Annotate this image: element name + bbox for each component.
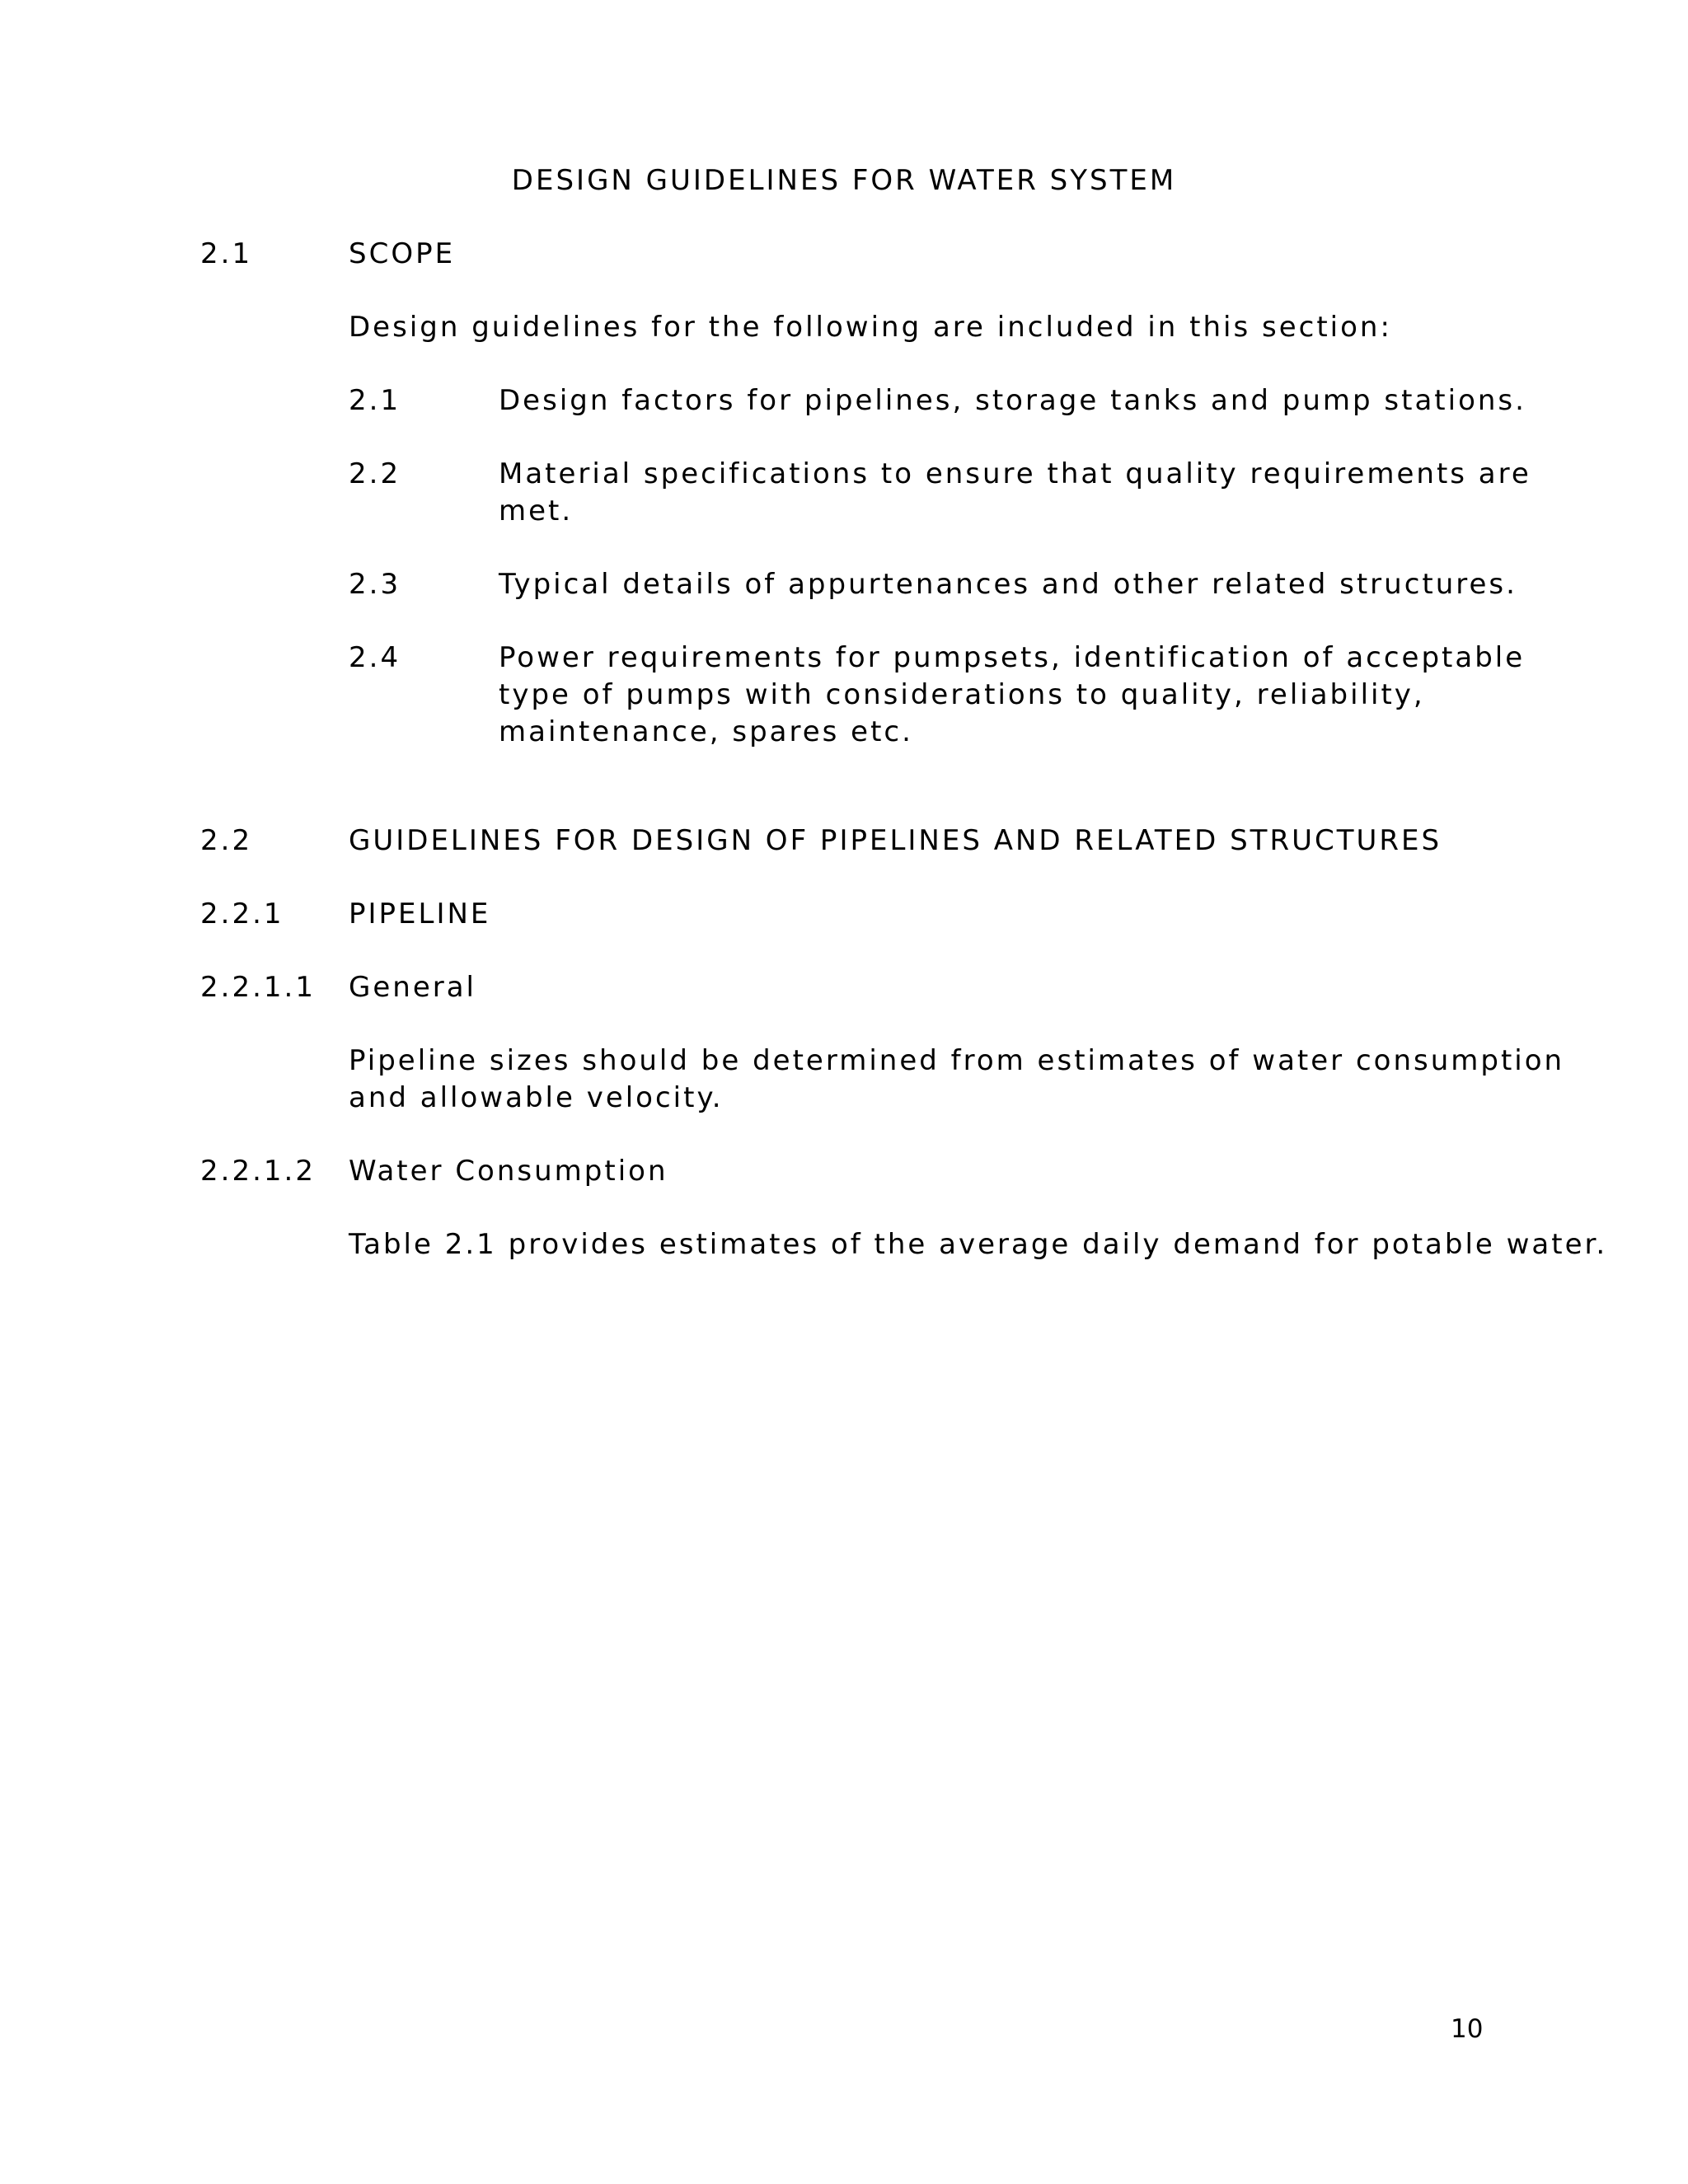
scope-intro-paragraph: Design guidelines for the following are included in this section:	[349, 311, 1392, 344]
scope-item-text-4-line-3: maintenance, spares etc.	[499, 715, 913, 748]
section-number-2-1: 2.1	[200, 237, 253, 270]
scope-item-number-3: 2.3	[349, 568, 401, 601]
scope-item-number-4: 2.4	[349, 641, 401, 674]
section-number-2-2-1: 2.2.1	[200, 898, 284, 930]
scope-item-number-1: 2.1	[349, 384, 401, 417]
section-heading-general: General	[349, 971, 476, 1004]
section-heading-scope: SCOPE	[349, 237, 456, 270]
section-heading-water-consumption: Water Consumption	[349, 1155, 668, 1188]
section-heading-guidelines: GUIDELINES FOR DESIGN OF PIPELINES AND RELATED STRUCTURES	[349, 824, 1442, 857]
section-number-2-2-1-1: 2.2.1.1	[200, 971, 316, 1004]
page-number: 10	[1451, 2014, 1484, 2044]
scope-item-number-2: 2.2	[349, 457, 401, 490]
scope-item-text-4-line-1: Power requirements for pumpsets, identification of acceptable	[499, 641, 1526, 674]
section-number-2-2: 2.2	[200, 824, 253, 857]
scope-item-text-2-line-2: met.	[499, 494, 574, 527]
section-heading-pipeline: PIPELINE	[349, 898, 491, 930]
scope-item-text-1: Design factors for pipelines, storage tanks and pump stations.	[499, 384, 1526, 417]
document-title: DESIGN GUIDELINES FOR WATER SYSTEM	[511, 164, 1177, 197]
scope-item-text-4-line-2: type of pumps with considerations to quality, reliability,	[499, 678, 1425, 711]
water-consumption-paragraph: Table 2.1 provides estimates of the average daily demand for potable water.	[349, 1228, 1608, 1261]
scope-item-text-3: Typical details of appurtenances and other related structures.	[499, 568, 1517, 601]
section-number-2-2-1-2: 2.2.1.2	[200, 1155, 316, 1188]
scope-item-text-2-line-1: Material specifications to ensure that quality requirements are	[499, 457, 1531, 490]
general-paragraph-line-1: Pipeline sizes should be determined from estimates of water consumption	[349, 1044, 1565, 1077]
general-paragraph-line-2: and allowable velocity.	[349, 1081, 724, 1114]
